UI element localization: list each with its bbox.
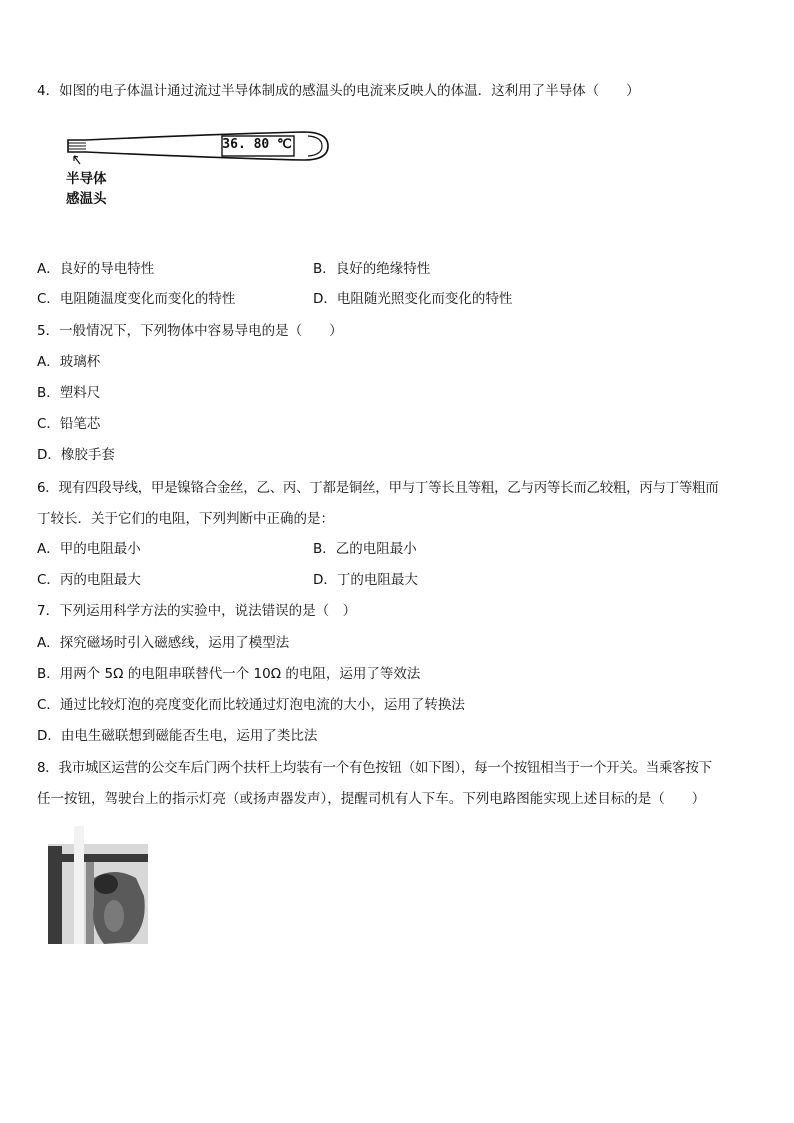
thermometer-label-line1: 半导体 <box>66 171 107 187</box>
thermometer-figure <box>66 124 332 166</box>
q4-stem: 4．如图的电子体温计通过流过半导体制成的感温头的电流来反映人的体温．这利用了半导体（ ） <box>37 83 640 99</box>
thermometer-display: 36. 80 ℃ <box>222 137 292 152</box>
q4-option-c: C．电阻随温度变化而变化的特性 <box>37 291 236 307</box>
q6-option-b: B．乙的电阻最小 <box>313 541 417 557</box>
q4-option-a: A．良好的导电特性 <box>37 261 155 277</box>
q4-option-b: B．良好的绝缘特性 <box>313 261 431 277</box>
bus-button-photo <box>44 826 152 950</box>
q5-option-b: B．塑料尺 <box>37 385 101 401</box>
q7-option-b: B．用两个 5Ω 的电阻串联替代一个 10Ω 的电阻，运用了等效法 <box>37 666 421 682</box>
q7-option-d: D．由电生磁联想到磁能否生电，运用了类比法 <box>37 728 318 744</box>
q5-option-a: A．玻璃杯 <box>37 354 101 370</box>
q6-option-a: A．甲的电阻最小 <box>37 541 141 557</box>
q5-stem: 5．一般情况下，下列物体中容易导电的是（ ） <box>37 323 343 339</box>
q8-stem-line1: 8．我市城区运营的公交车后门两个扶杆上均装有一个有色按钮（如下图），每一个按钮相当于一个开关。当乘客按下 <box>37 760 712 776</box>
q7-stem: 7．下列运用科学方法的实验中，说法错误的是（ ） <box>37 603 357 619</box>
q7-option-c: C．通过比较灯泡的亮度变化而比较通过灯泡电流的大小，运用了转换法 <box>37 697 465 713</box>
q4-option-d: D．电阻随光照变化而变化的特性 <box>313 291 513 307</box>
q6-option-c: C．丙的电阻最大 <box>37 572 141 588</box>
q5-option-c: C．铅笔芯 <box>37 416 101 432</box>
q6-stem-line1: 6．现有四段导线，甲是镍铬合金丝，乙、丙、丁都是铜丝，甲与丁等长且等粗，乙与丙等长而乙较粗，丙与丁等粗而 <box>37 480 719 496</box>
q7-option-a: A．探究磁场时引入磁感线，运用了模型法 <box>37 635 290 651</box>
q5-option-d: D．橡胶手套 <box>37 447 115 463</box>
thermometer-label-line2: 感温头 <box>66 191 107 207</box>
q6-option-d: D．丁的电阻最大 <box>313 572 418 588</box>
q6-stem-line2: 丁较长．关于它们的电阻，下列判断中正确的是： <box>37 511 334 527</box>
q8-stem-line2: 任一按钮，驾驶台上的指示灯亮（或扬声器发声），提醒司机有人下车。下列电路图能实现上述目标的是（ ） <box>37 791 706 807</box>
